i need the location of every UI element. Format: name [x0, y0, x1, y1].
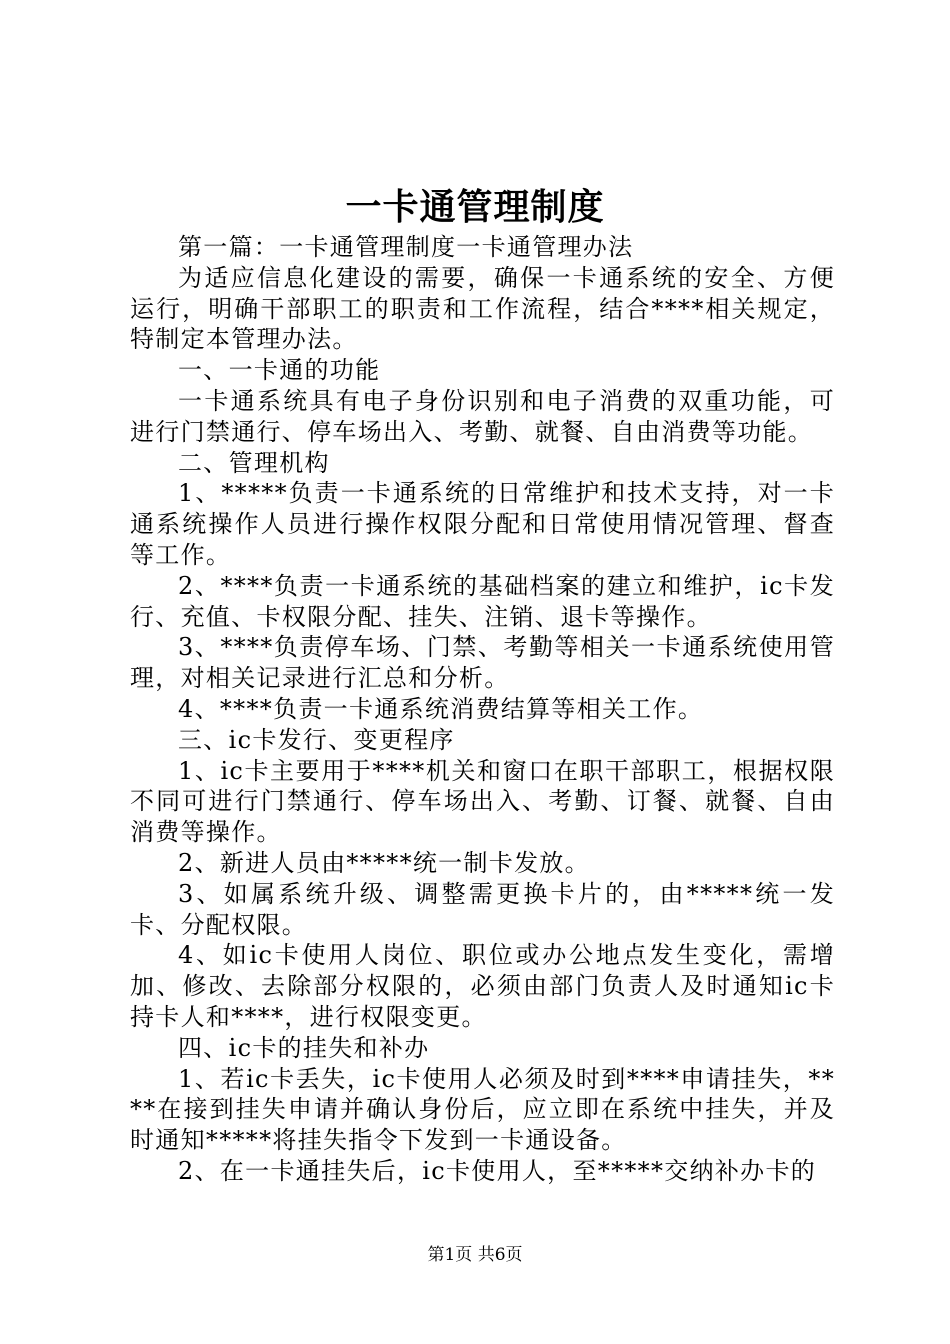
paragraph-organization-2: 2、****负责一卡通系统的基础档案的建立和维护，ic卡发行、充值、卡权限分配、挂失、注销、退卡等操作。 [130, 571, 835, 631]
paragraph-issuance-4: 4、如ic卡使用人岗位、职位或办公地点发生变化，需增加、修改、去除部分权限的，必须由部门负责人及时通知ic卡持卡人和****，进行权限变更。 [130, 941, 835, 1031]
section-heading-loss: 四、ic卡的挂失和补办 [178, 1033, 430, 1062]
section-heading-function: 一、一卡通的功能 [178, 356, 381, 385]
document-body [130, 232, 835, 1187]
section-heading-organization: 二、管理机构 [178, 448, 330, 477]
document-title: 一卡通管理制度 [345, 186, 605, 228]
paragraph-organization-1: 1、*****负责一卡通系统的日常维护和技术支持，对一卡通系统操作人员进行操作权限分配和日常使用情况管理、督查等工作。 [130, 479, 835, 569]
section-heading-issuance: 三、ic卡发行、变更程序 [178, 725, 455, 754]
paragraph-intro: 为适应信息化建设的需要，确保一卡通系统的安全、方便运行，明确干部职工的职责和工作流程，结合****相关规定，特制定本管理办法。 [130, 263, 835, 354]
paragraph-issuance-2: 2、新进人员由*****统一制卡发放。 [178, 848, 590, 877]
paragraph-loss-2: 2、在一卡通挂失后，ic卡使用人，至*****交纳补办卡的 [178, 1156, 817, 1185]
paragraph-heading-part1: 第一篇：一卡通管理制度一卡通管理办法 [178, 233, 634, 261]
paragraph-function: 一卡通系统具有电子身份识别和电子消费的双重功能，可进行门禁通行、停车场出入、考勤、就餐、自由消费等功能。 [130, 386, 835, 446]
paragraph-loss-1: 1、若ic卡丢失，ic卡使用人必须及时到****申请挂失，****在接到挂失申请并确认身份后，应立即在系统中挂失，并及时通知*****将挂失指令下发到一卡通设备。 [130, 1064, 835, 1155]
paragraph-organization-3: 3、****负责停车场、门禁、考勤等相关一卡通系统使用管理，对相关记录进行汇总和分析。 [130, 633, 835, 693]
paragraph-organization-4: 4、****负责一卡通系统消费结算等相关工作。 [178, 694, 704, 723]
paragraph-issuance-1: 1、ic卡主要用于****机关和窗口在职干部职工，根据权限不同可进行门禁通行、停车场出入、考勤、订餐、就餐、自由消费等操作。 [130, 756, 835, 847]
page-footer: 第1页 共6页 [427, 1245, 523, 1265]
paragraph-issuance-3: 3、如属系统升级、调整需更换卡片的，由*****统一发卡、分配权限。 [130, 879, 835, 939]
